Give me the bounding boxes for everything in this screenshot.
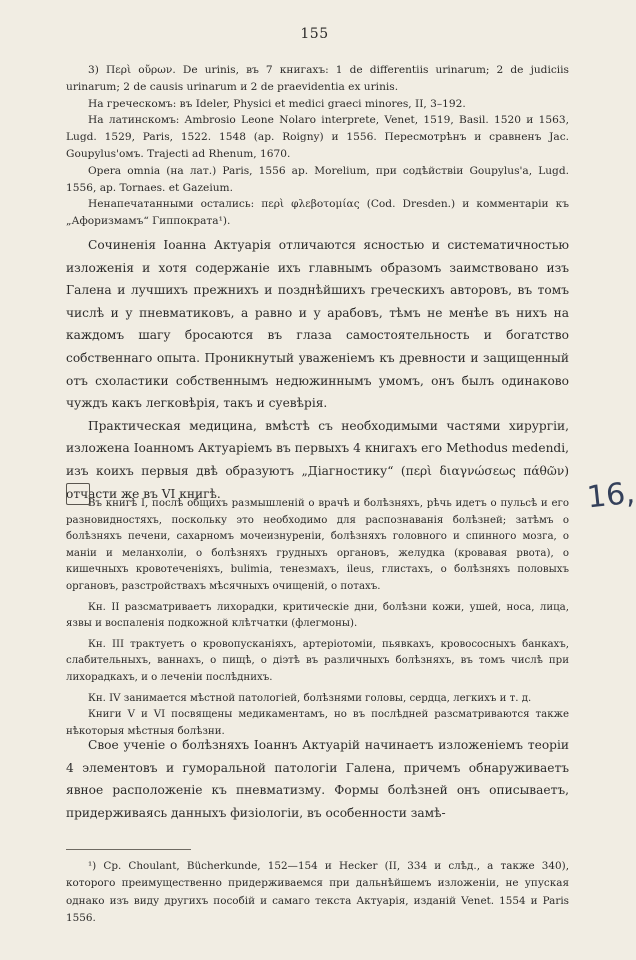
paragraph-book-4: Кн. IV занимается мѣстной патологіей, болѣзнями головы, сердца, легкихъ и т. д.	[88, 692, 532, 704]
footnote-section	[66, 858, 569, 928]
bibliography-entry-opera-omnia: Opera omnia (на лат.) Paris, 1556 ap. Morelium, при содѣйствіи Goupylus'a, Lugd. 1556, ap. Tornaes. et Gazeium.	[66, 164, 569, 194]
books-summary-section	[66, 496, 569, 740]
paragraph-books-5-6: Книги V и VI посвящены медикаментамъ, но въ послѣдней разсматриваются также нѣкоторыя мѣстныя болѣзни.	[66, 709, 569, 737]
paragraph-book-1: Въ книгѣ I, послѣ общихъ размышленій о врачѣ и болѣзняхъ, рѣчь идетъ о пульсѣ и его разновидностяхъ, поскольку это необходимо для распознаванія болѣзней; затѣмъ о болѣзняхъ печени, сахарномъ мочеизнуреніи, болѣзняхъ головного и спинного мозга, о маніи и меланхоліи, о болѣзняхъ грудныхъ органовъ, желудка (кровавая рвота), о кишечныхъ кровотеченіяхъ, bulimia, тенезмахъ, ileus, глистахъ, о болѣзняхъ половыхъ органовъ, разстройствахъ мѣсячныхъ очищеній, о потахъ.	[66, 498, 569, 592]
paragraph-practical-medicine: Практическая медицина, вмѣстѣ съ необходимыми частями хирургіи, изложена Іоанномъ Актуаріемъ въ первыхъ 4 книгахъ его Methodus medendi, изъ коихъ первыя двѣ образуютъ „Діагностику“ (περὶ διαγνώσεως πάθῶν) отчасти же въ VI книгѣ.	[66, 418, 569, 501]
main-text-section	[66, 234, 569, 505]
main-text-continuation	[66, 734, 569, 824]
bibliography-entry-unpublished: Ненапечатанными остались: περὶ φλεβοτομίας (Cod. Dresden.) и комментаріи къ „Афоризмамъ“ Гиппократа¹).	[66, 198, 569, 228]
bibliography-entry-de-urinis: 3) Περὶ οὔρων. De urinis, въ 7 книгахъ: 1 de differentiis urinarum; 2 de judiciis urinarum; 2 de causis urinarum и 2 de praevidentia ex urinis.	[66, 64, 569, 93]
bibliography-entry-greek: На греческомъ: въ Ideler, Physici et medici graeci minores, II, 3–192.	[88, 97, 466, 110]
paragraph-book-2: Кн. II разсматриваетъ лихорадки, критическіе дни, болѣзни кожи, ушей, носа, лица, язвы и воспаленія подкожной клѣтчатки (флегмоны).	[66, 601, 569, 630]
bibliography-section	[66, 62, 569, 230]
page-number: 155	[300, 26, 329, 42]
handwritten-margin-note: 16,	[585, 475, 636, 516]
footnote-divider	[66, 849, 191, 850]
paragraph-book-3: Кн. III трактуетъ о кровопусканіяхъ, артеріотоміи, пьявкахъ, кровососныхъ банкахъ, слабительныхъ, ваннахъ, о пищѣ, о діэтѣ въ различныхъ болѣзняхъ, въ томъ числѣ при лихорадкахъ, и о леченіи послѣднихъ.	[66, 638, 569, 683]
footnote-1: ¹) Ср. Choulant, Bücherkunde, 152—154 и Hecker (II, 334 и слѣд., а также 340), которого преимущественно придерживаемся при дальнѣйшемъ изложеніи, не упуская однако изъ виду другихъ пособій и самаго текста Актуарія, изданій Venet. 1554 и Paris 1556.	[66, 860, 569, 925]
bibliography-entry-latin: На латинскомъ: Ambrosio Leone Nolaro interprete, Venet, 1519, Basil. 1520 и 1563, Lugd. 1529, Paris, 1522. 1548 (ap. Roigny) и 1556. Пересмотрѣнъ и сравненъ Jac. Goupylus'омъ. Trajecti ad Rhenum, 1670.	[66, 114, 569, 160]
paragraph-doctrine: Свое ученіе о болѣзняхъ Іоаннъ Актуарій начинаетъ изложеніемъ теоріи 4 элементовъ и гуморальной патологіи Галена, причемъ обнаруживаетъ явное расположеніе къ пневматизму. Формы болѣзней онъ описываетъ, придерживаясь данныхъ физіологіи, въ особенности замѣ-	[66, 738, 569, 820]
paragraph-characterization: Сочиненія Іоанна Актуарія отличаются ясностью и систематичностью изложенія и хотя содержаніе ихъ главнымъ образомъ заимствовано изъ Галена и лучшихъ прежнихъ и позднѣйшихъ греческихъ авторовъ, въ томъ числѣ и у пневматиковъ, а равно и у арабовъ, тѣмъ не менѣе въ нихъ на каждомъ шагу бросаются въ глаза самостоятельность и богатство собственнаго опыта. Проникнутый уваженіемъ къ древности и защищенный отъ схоластики собственнымъ недюжиннымъ умомъ, онъ былъ одинаково чуждъ какъ легковѣрія, такъ и суевѣрія.	[66, 238, 569, 411]
